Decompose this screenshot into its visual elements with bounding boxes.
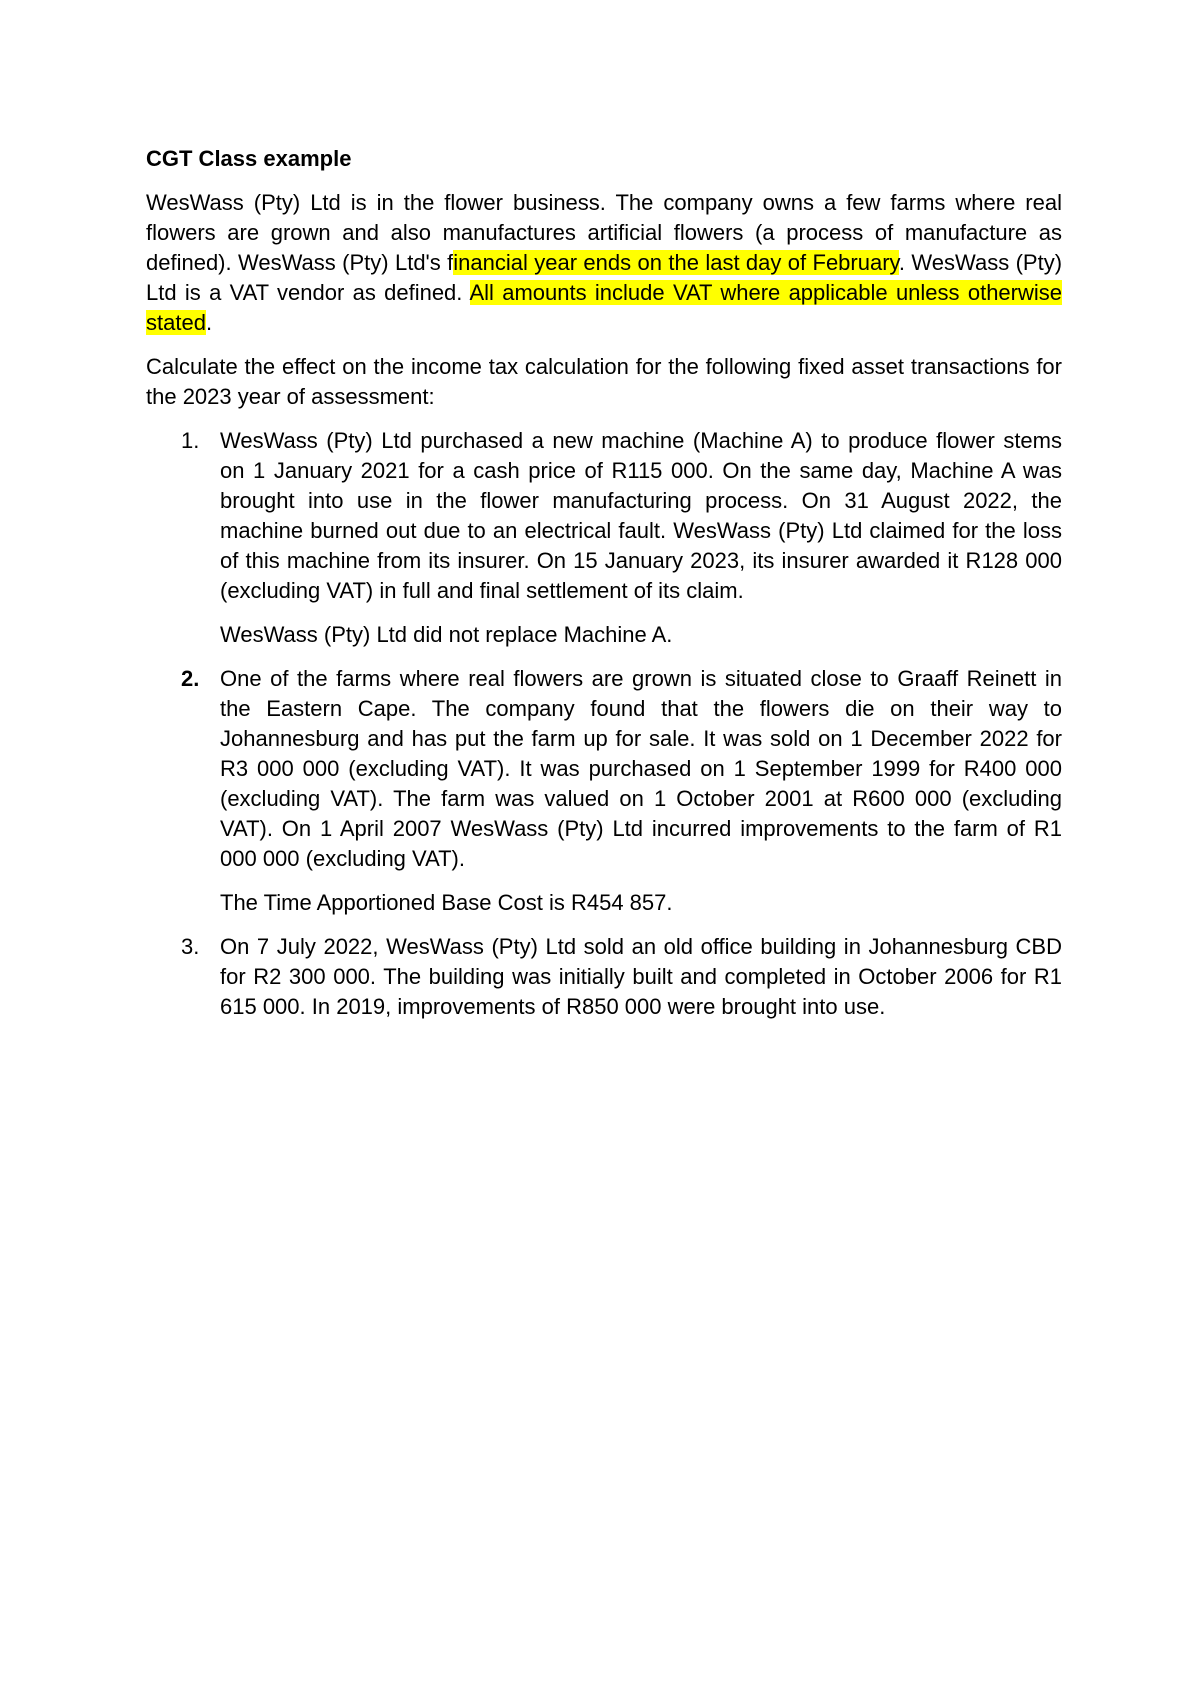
item-number-3: 3. xyxy=(181,934,200,959)
item-number-2: 2. xyxy=(181,666,200,691)
item-1-paragraph-2: WesWass (Pty) Ltd did not replace Machine A. xyxy=(220,622,673,647)
document-body xyxy=(146,144,1062,1036)
highlight-vat-note: All amounts include VAT where applicable unless otherwise stated xyxy=(146,280,1062,335)
item-2-paragraph-2: The Time Apportioned Base Cost is R454 857. xyxy=(220,890,673,915)
item-1-paragraph-1: WesWass (Pty) Ltd purchased a new machine (Machine A) to produce flower stems on 1 January 2021 for a cash price of R115 000. On the same day, Machine A was brought into use in the flower manufacturing process. On 31 August 2022, the machine burned out due to an electrical fault. WesWass (Pty) Ltd claimed for the loss of this machine from its insurer. On 15 January 2023, its insurer awarded it R128 000 (excluding VAT) in full and final settlement of its claim. xyxy=(220,428,1062,603)
list-item-1 xyxy=(146,426,1062,650)
document-title: CGT Class example xyxy=(146,146,352,171)
intro-text-1: WesWass (Pty) Ltd is in the flower business. The company owns a few farms where real flowers are grown and also manufactures artificial flowers (a process of manufacture as defined). WesWass (Pty) Ltd's f xyxy=(146,190,1062,275)
highlight-financial-year: inancial year ends on the last day of February xyxy=(453,250,899,275)
item-2-paragraph-1: One of the farms where real flowers are grown is situated close to Graaff Reinett in the Eastern Cape. The company found that the flowers die on their way to Johannesburg and has put the farm up for sale. It was sold on 1 December 2022 for R3 000 000 (excluding VAT). It was purchased on 1 September 1999 for R400 000 (excluding VAT). The farm was valued on 1 October 2001 at R600 000 (excluding VAT). On 1 April 2007 WesWass (Pty) Ltd incurred improvements to the farm of R1 000 000 (excluding VAT). xyxy=(220,666,1062,871)
intro-text-3: . xyxy=(205,310,213,335)
list-item-3 xyxy=(146,932,1062,1022)
item-3-paragraph-1: On 7 July 2022, WesWass (Pty) Ltd sold an old office building in Johannesburg CBD for R2 300 000. The building was initially built and completed in October 2006 for R1 615 000. In 2019, improvements of R850 000 were brought into use. xyxy=(220,934,1062,1019)
list-item-2 xyxy=(146,664,1062,918)
transaction-list xyxy=(146,426,1062,1022)
item-number-1: 1. xyxy=(181,428,200,453)
intro-paragraph xyxy=(146,188,1062,338)
instruction-paragraph: Calculate the effect on the income tax calculation for the following fixed asset transactions for the 2023 year of assessment: xyxy=(146,354,1062,409)
intro-text-2: . WesWass (Pty) Ltd is a VAT vendor as defined. xyxy=(146,250,1063,305)
